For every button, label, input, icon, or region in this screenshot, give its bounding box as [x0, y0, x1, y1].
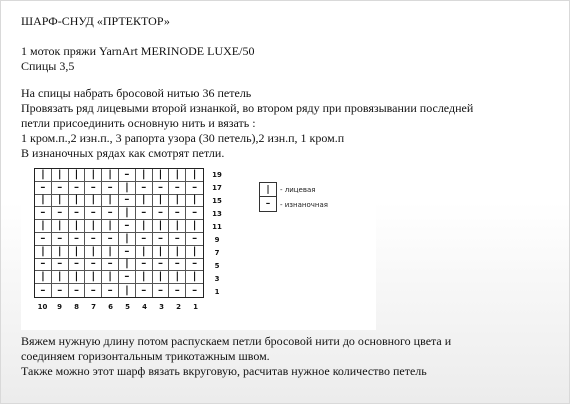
chart-cell: – — [119, 246, 136, 259]
instruction-line: На спицы набрать бросовой нитью 36 петель — [21, 86, 252, 100]
legend-purl-label: - изнаночная — [280, 201, 328, 209]
chart-cell: | — [186, 271, 203, 284]
chart-cell: | — [153, 195, 170, 208]
column-number: 8 — [74, 303, 79, 311]
chart-cell: – — [35, 259, 52, 272]
chart-cell: – — [169, 182, 186, 195]
chart-cell: – — [186, 233, 203, 246]
chart-cell: | — [119, 207, 136, 220]
chart-cell: | — [35, 271, 52, 284]
chart-cell: | — [69, 195, 86, 208]
chart-cell: | — [85, 169, 102, 182]
column-number: 4 — [142, 303, 147, 311]
needles-line: Спицы 3,5 — [21, 59, 75, 73]
chart-cell: | — [169, 169, 186, 182]
chart-cell: – — [169, 284, 186, 297]
chart-cell: | — [169, 195, 186, 208]
chart-cell: | — [35, 246, 52, 259]
chart-cell: | — [52, 169, 69, 182]
chart-cell: – — [186, 182, 203, 195]
chart-cell: – — [102, 284, 119, 297]
chart-cell: – — [85, 207, 102, 220]
chart-cell: – — [136, 259, 153, 272]
row-number: 13 — [212, 210, 222, 218]
chart-cell: | — [169, 220, 186, 233]
chart-cell: – — [102, 207, 119, 220]
chart-cell: | — [69, 271, 86, 284]
chart-cell: – — [119, 271, 136, 284]
chart-cell: | — [119, 233, 136, 246]
chart-cell: | — [85, 246, 102, 259]
row-number: 3 — [214, 275, 220, 283]
finishing-line: Вяжем нужную длину потом распускаем петли бросовой нити до основного цвета и — [21, 334, 452, 348]
chart-cell: | — [69, 220, 86, 233]
chart-cell: – — [69, 284, 86, 297]
row-number: 15 — [212, 197, 222, 205]
chart-cell: – — [153, 182, 170, 195]
chart-cell: | — [119, 284, 136, 297]
row-number: 9 — [214, 236, 220, 244]
column-number: 6 — [108, 303, 113, 311]
row-number: 7 — [214, 249, 220, 257]
chart-cell: | — [35, 195, 52, 208]
chart-cell: | — [169, 271, 186, 284]
chart-cell: | — [102, 220, 119, 233]
chart-cell: – — [69, 207, 86, 220]
chart-cell: | — [136, 195, 153, 208]
chart-cell: | — [186, 195, 203, 208]
chart-legend — [259, 182, 277, 212]
finishing-line: Также можно этот шарф вязать вкруговую, расчитав нужное количество петель — [21, 364, 427, 378]
chart-cell: – — [102, 259, 119, 272]
row-number: 17 — [212, 184, 222, 192]
document-title: ШАРФ-СНУД «ПРТЕКТОР» — [21, 14, 170, 28]
chart-cell: – — [85, 233, 102, 246]
chart-cell: | — [102, 169, 119, 182]
column-number: 2 — [176, 303, 181, 311]
chart-cell: – — [69, 233, 86, 246]
chart-cell: | — [119, 182, 136, 195]
row-number: 1 — [214, 288, 220, 296]
chart-cell: | — [186, 246, 203, 259]
chart-cell: | — [153, 220, 170, 233]
chart-cell: – — [102, 233, 119, 246]
chart-cell: | — [52, 271, 69, 284]
chart-cell: | — [136, 271, 153, 284]
instruction-line: петли присоединить основную нить и вязать : — [21, 116, 256, 130]
chart-cell: | — [136, 169, 153, 182]
chart-cell: – — [52, 207, 69, 220]
chart-cell: | — [69, 246, 86, 259]
chart-cell: – — [52, 233, 69, 246]
knitting-chart — [21, 162, 376, 330]
chart-cell: – — [119, 195, 136, 208]
chart-cell: | — [85, 195, 102, 208]
chart-cell: – — [85, 259, 102, 272]
chart-cell: | — [136, 246, 153, 259]
instruction-line: 1 кром.п.,2 изн.п., 3 рапорта узора (30 петель),2 изн.п, 1 кром.п — [21, 131, 345, 145]
chart-cell: | — [102, 246, 119, 259]
yarn-line: 1 моток пряжи YarnArt MERINODE LUXE/50 — [21, 44, 255, 58]
chart-cell: | — [153, 169, 170, 182]
chart-cell: – — [35, 233, 52, 246]
instruction-line: В изнаночных рядах как смотрят петли. — [21, 146, 225, 160]
chart-cell: | — [186, 169, 203, 182]
chart-cell: | — [153, 246, 170, 259]
chart-cell: – — [119, 169, 136, 182]
chart-cell: – — [136, 207, 153, 220]
column-number: 1 — [193, 303, 198, 311]
chart-cell: – — [136, 233, 153, 246]
chart-cell: | — [35, 220, 52, 233]
chart-cell: | — [153, 271, 170, 284]
chart-cell: – — [169, 207, 186, 220]
row-number: 5 — [214, 262, 220, 270]
chart-cell: – — [35, 182, 52, 195]
chart-cell: – — [136, 284, 153, 297]
chart-cell: – — [119, 220, 136, 233]
chart-cell: – — [85, 182, 102, 195]
chart-cell: – — [153, 284, 170, 297]
chart-cell: – — [69, 182, 86, 195]
chart-cell: | — [52, 246, 69, 259]
chart-cell: – — [35, 284, 52, 297]
legend-knit-symbol: | — [260, 183, 276, 197]
chart-cell: – — [153, 233, 170, 246]
chart-cell: – — [85, 284, 102, 297]
column-number: 3 — [159, 303, 164, 311]
chart-cell: | — [119, 259, 136, 272]
chart-cell: – — [192, 284, 198, 296]
column-number: 5 — [125, 303, 130, 311]
chart-cell: – — [153, 259, 170, 272]
chart-cell: | — [186, 220, 203, 233]
instruction-line: Провязать ряд лицевыми второй изнанкой, во втором ряду при провязывании последней — [21, 101, 474, 115]
chart-cell: – — [52, 182, 69, 195]
chart-cell: – — [169, 233, 186, 246]
chart-cell: – — [52, 259, 69, 272]
chart-cell: | — [69, 169, 86, 182]
column-number: 7 — [91, 303, 96, 311]
chart-cell: – — [169, 259, 186, 272]
chart-cell: | — [102, 195, 119, 208]
chart-cell: – — [186, 207, 203, 220]
chart-grid — [34, 168, 204, 298]
row-number: 11 — [212, 223, 222, 231]
chart-cell: | — [35, 169, 52, 182]
column-number: 10 — [37, 303, 48, 311]
chart-cell: – — [35, 207, 52, 220]
chart-cell: – — [136, 182, 153, 195]
chart-cell: – — [102, 182, 119, 195]
finishing-line: соединяем горизонтальным трикотажным швом. — [21, 349, 270, 363]
legend-knit-label: - лицевая — [280, 186, 316, 194]
legend-purl-symbol: – — [265, 199, 271, 209]
chart-cell: | — [169, 246, 186, 259]
column-number: 9 — [57, 303, 62, 311]
chart-cell: | — [52, 195, 69, 208]
chart-cell: | — [136, 220, 153, 233]
row-number: 19 — [212, 171, 222, 179]
chart-cell: – — [69, 259, 86, 272]
chart-cell: – — [52, 284, 69, 297]
chart-cell: – — [153, 207, 170, 220]
chart-cell: | — [85, 271, 102, 284]
chart-cell: | — [52, 220, 69, 233]
chart-cell: – — [186, 259, 203, 272]
chart-cell: | — [85, 220, 102, 233]
chart-cell: | — [102, 271, 119, 284]
